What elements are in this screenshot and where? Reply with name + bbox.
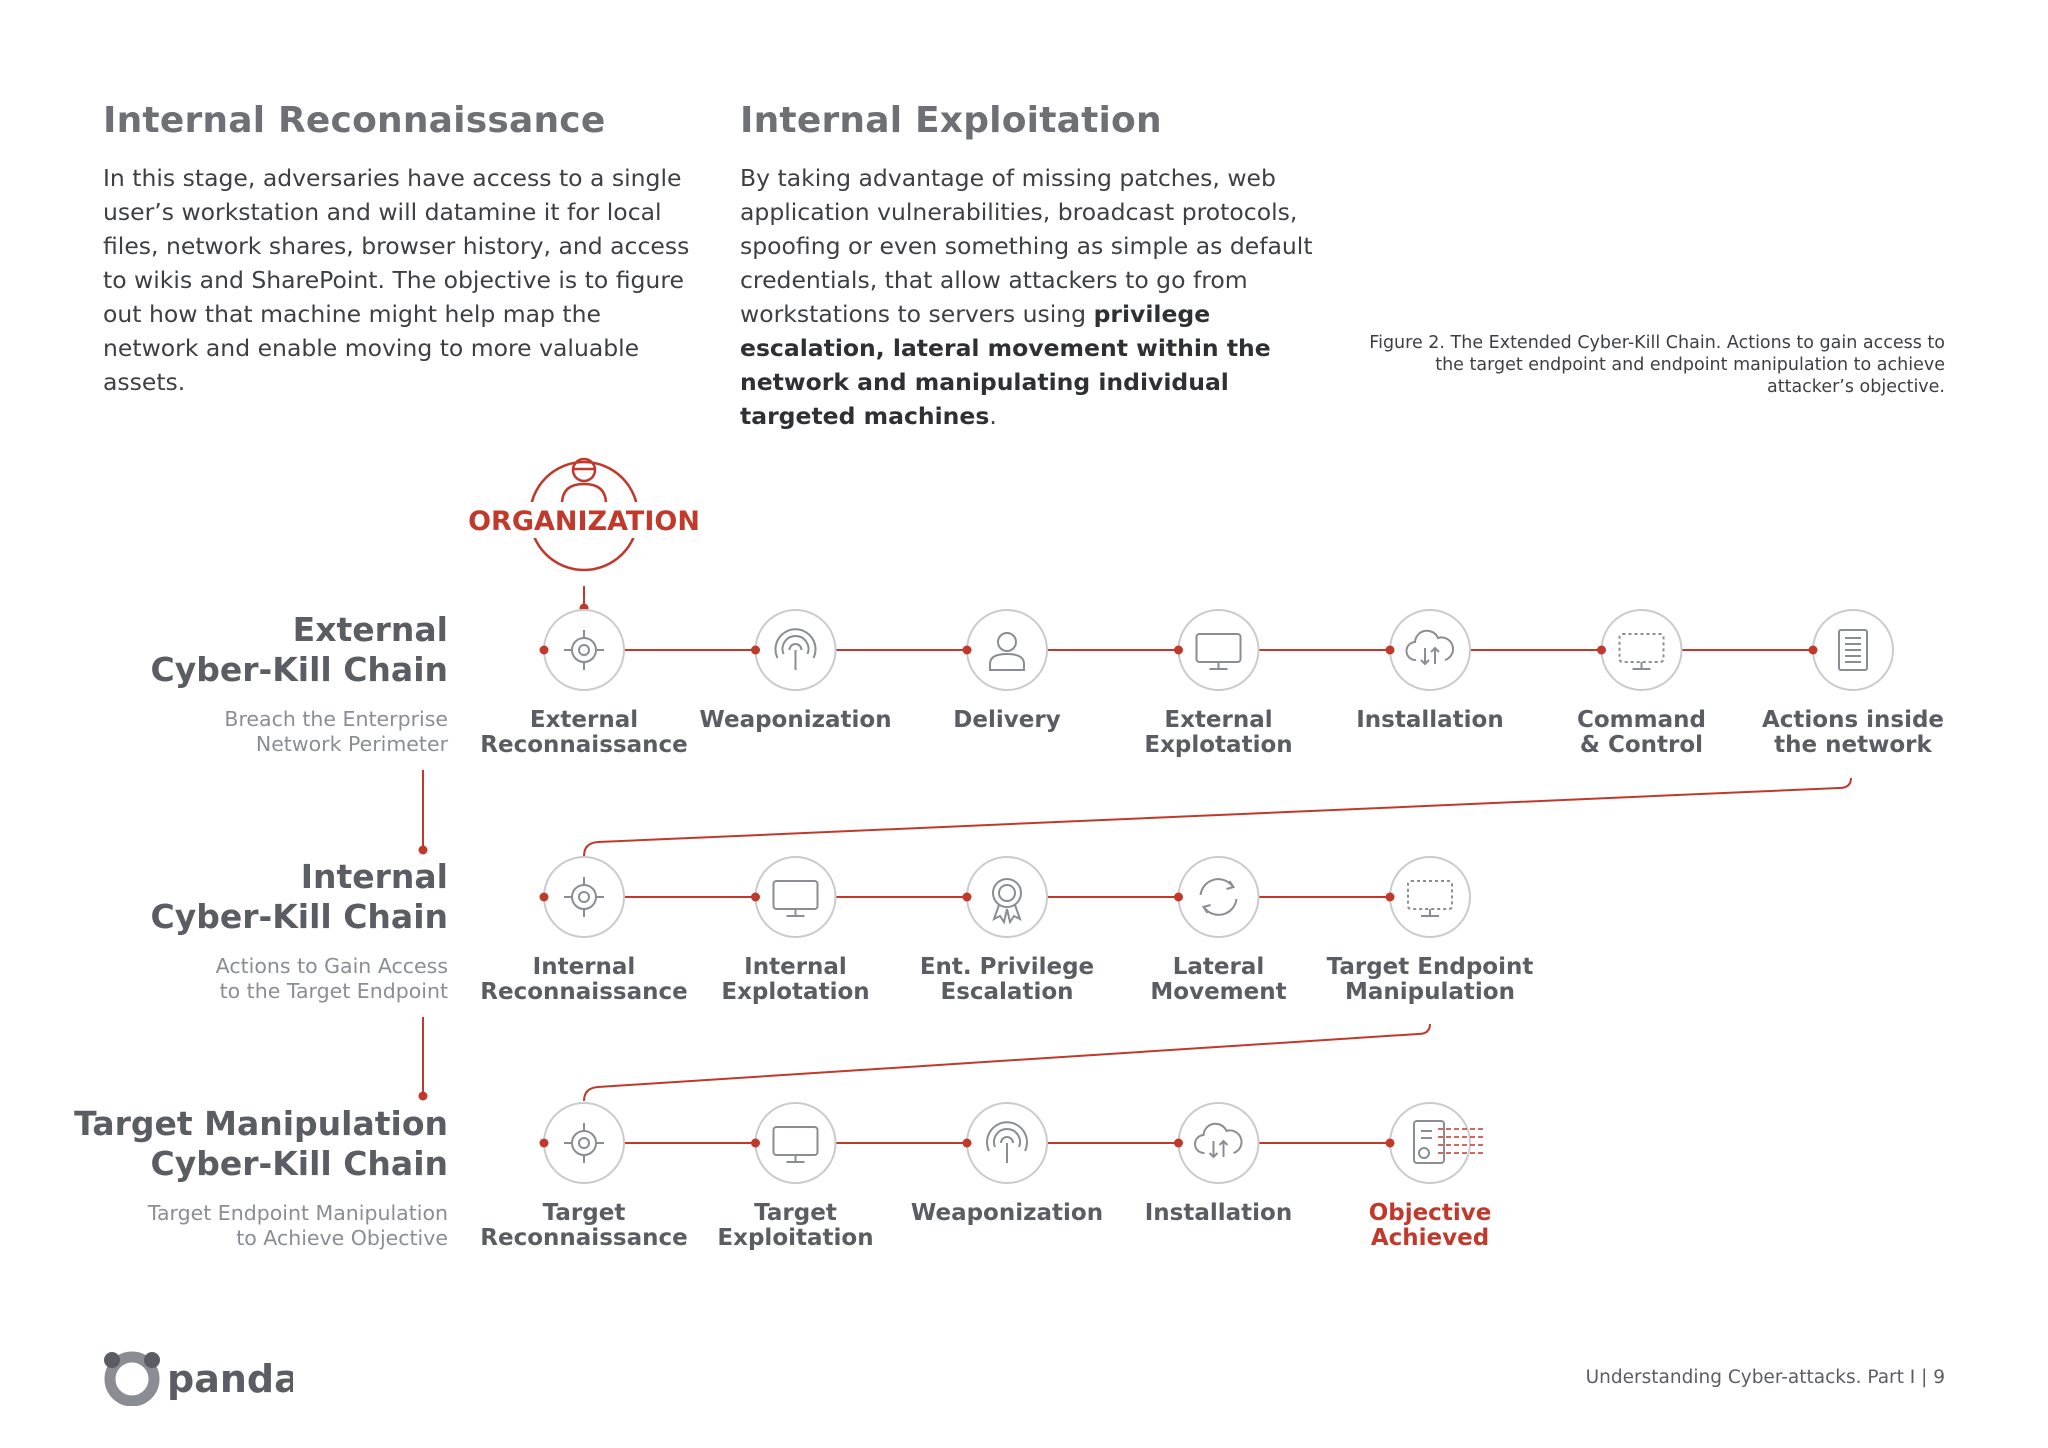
connector-dot xyxy=(1386,646,1395,655)
connector-dot xyxy=(1809,646,1818,655)
node-circle xyxy=(756,1103,836,1183)
connector-dot xyxy=(963,893,972,902)
row-title-external xyxy=(151,610,448,690)
chain-node xyxy=(1809,610,1894,690)
row1-to-row2-connector xyxy=(584,778,1851,856)
row-title-target-manipulation xyxy=(74,1104,448,1184)
chain-node xyxy=(963,1103,1048,1183)
node-label-line: Actions inside xyxy=(1761,707,1945,733)
subtitle-line: to the Target Endpoint xyxy=(219,979,448,1003)
nodes-layer xyxy=(540,610,1894,1183)
node-label-line: Manipulation xyxy=(1345,979,1515,1005)
chain-node xyxy=(1597,610,1682,690)
subtitle-line: Breach the Enterprise xyxy=(224,707,448,731)
node-label-line: Target Endpoint xyxy=(1326,954,1534,980)
chain-node xyxy=(1174,610,1259,690)
title-line: Target Manipulation xyxy=(74,1104,448,1143)
title-line: Cyber-Kill Chain xyxy=(150,897,448,936)
row-subtitle-internal xyxy=(216,954,448,1004)
node-label-line: External xyxy=(529,707,639,733)
connector-dot xyxy=(1174,646,1183,655)
node-circle xyxy=(1179,1103,1259,1183)
subtitle-line: Network Perimeter xyxy=(255,732,448,756)
connector-dot xyxy=(540,893,549,902)
node-label xyxy=(1522,708,1762,758)
title-line: Cyber-Kill Chain xyxy=(150,1144,448,1183)
connector-dot xyxy=(1386,893,1395,902)
node-label-line: External xyxy=(1164,707,1273,733)
logo-ear xyxy=(104,1352,120,1368)
node-label-line: Target xyxy=(754,1200,837,1226)
connector-dot xyxy=(1174,893,1183,902)
node-label-line: Movement xyxy=(1150,979,1287,1005)
node-circle xyxy=(1390,857,1470,937)
node-label-line: Ent. Privilege xyxy=(919,954,1095,980)
logo-text: panda xyxy=(167,1357,293,1401)
section-body: In this stage, adversaries have access to a single user’s workstation and will datamine it for local files, network shares, browser history, and access to wikis and SharePoint. The objective is to figure out how that machine might help map the network and enable moving to more valuable assets. xyxy=(103,164,690,396)
connector-dot xyxy=(751,646,760,655)
node-label-line: Objective xyxy=(1368,1200,1492,1226)
row2-to-row3-connector xyxy=(584,1024,1430,1101)
chain-node xyxy=(963,857,1048,937)
node-label xyxy=(1099,955,1339,1005)
node-label-line: Weaponization xyxy=(910,1200,1104,1226)
node-label-line: Delivery xyxy=(953,707,1061,733)
node-circle xyxy=(1179,610,1259,690)
node-label xyxy=(1310,708,1550,733)
connector-dot xyxy=(751,893,760,902)
chain-node xyxy=(540,1103,625,1183)
node-label xyxy=(676,708,916,733)
node-label-line: the network xyxy=(1774,732,1932,758)
node-label-line: Reconnaissance xyxy=(480,1225,688,1251)
node-label-line: Escalation xyxy=(940,979,1074,1005)
organization-label: ORGANIZATION xyxy=(468,506,700,537)
node-circle xyxy=(544,857,624,937)
node-label xyxy=(676,1201,916,1251)
subtitle-line: Target Endpoint Manipulation xyxy=(147,1201,448,1225)
row-subtitle-target-manipulation xyxy=(148,1201,448,1251)
chain-node xyxy=(540,610,625,690)
node-label-line: Target xyxy=(542,1200,626,1226)
title-line: Internal xyxy=(300,857,448,896)
chain-node xyxy=(963,610,1048,690)
node-label-line: Weaponization xyxy=(699,707,892,733)
node-label-line: Internal xyxy=(532,954,636,980)
figure-caption: Figure 2. The Extended Cyber-Kill Chain. Actions to gain access to the target endpoint and endpoint manipulation to achieve attacker’s objective. xyxy=(1369,333,1945,397)
node-label-line: & Control xyxy=(1579,732,1704,758)
panda-logo xyxy=(103,1350,293,1410)
chain-node xyxy=(1174,857,1259,937)
node-circle xyxy=(1602,610,1682,690)
connector-dot xyxy=(540,1139,549,1148)
node-label-line: Achieved xyxy=(1370,1225,1490,1251)
connector-dot xyxy=(963,1139,972,1148)
node-label-line: Reconnaissance xyxy=(480,979,688,1005)
page-footer: Understanding Cyber-attacks. Part I | 9 xyxy=(1585,1367,1945,1388)
node-label xyxy=(1310,1201,1550,1251)
node-label xyxy=(1310,955,1550,1005)
connector-dot xyxy=(540,646,549,655)
connector-dot xyxy=(419,1092,428,1101)
connector-dot xyxy=(1597,646,1606,655)
chain-node xyxy=(1386,857,1471,937)
node-label-line: Installation xyxy=(1144,1200,1293,1226)
node-label xyxy=(887,955,1127,1005)
organization-badge xyxy=(468,459,700,613)
row-subtitle-external xyxy=(224,707,448,757)
panda-logo-mark xyxy=(103,1350,293,1406)
section-title: Internal Reconnaissance xyxy=(103,100,606,141)
connector-dot xyxy=(963,646,972,655)
node-label-line: Exploitation xyxy=(717,1225,874,1251)
connector-dot xyxy=(751,1139,760,1148)
body-emphasis: privilege escalation, lateral movement within the network and manipulating individual targeted machines xyxy=(740,300,1271,430)
subtitle-line: Actions to Gain Access xyxy=(215,954,448,978)
connector-dot xyxy=(1386,1139,1395,1148)
chain-node xyxy=(751,1103,836,1183)
node-label xyxy=(1099,708,1339,758)
node-circle xyxy=(1390,610,1470,690)
node-label-line: Installation xyxy=(1356,707,1504,733)
subtitle-line: to Achieve Objective xyxy=(236,1226,448,1250)
title-line: External xyxy=(292,610,448,649)
logo-ear xyxy=(144,1352,160,1368)
chain-node xyxy=(751,610,836,690)
chain-node xyxy=(751,857,836,937)
body-end: . xyxy=(989,402,997,430)
node-label-line: Explotation xyxy=(721,979,870,1005)
node-label-line: Internal xyxy=(744,954,847,980)
node-label xyxy=(887,1201,1127,1226)
node-label-line: Reconnaissance xyxy=(480,732,688,758)
node-label xyxy=(676,955,916,1005)
node-label xyxy=(464,708,704,758)
chain-node xyxy=(1386,1103,1485,1183)
connector-dot xyxy=(1174,1139,1183,1148)
node-label-line: Explotation xyxy=(1144,732,1293,758)
chain-node xyxy=(1386,610,1471,690)
row-title-internal xyxy=(151,857,448,937)
node-label-line: Lateral xyxy=(1172,954,1265,980)
node-circle xyxy=(544,1103,624,1183)
connector-dot xyxy=(419,846,428,855)
node-label xyxy=(464,1201,704,1251)
body-text: By taking advantage of missing patches, web application vulnerabilities, broadcast protocols, spoofing or even something as simple as default credentials, that allow attackers to go from workstations to servers using xyxy=(740,164,1313,328)
chain-node xyxy=(540,857,625,937)
title-line: Cyber-Kill Chain xyxy=(150,650,448,689)
node-label xyxy=(464,955,704,1005)
chain-node xyxy=(1174,1103,1259,1183)
node-circle xyxy=(967,857,1047,937)
node-circle xyxy=(756,857,836,937)
node-label xyxy=(1099,1201,1339,1226)
section-title: Internal Exploitation xyxy=(740,100,1162,141)
node-label xyxy=(1733,708,1973,758)
node-label xyxy=(887,708,1127,733)
node-circle xyxy=(1179,857,1259,937)
node-circle xyxy=(544,610,624,690)
node-label-line: Command xyxy=(1577,707,1706,733)
node-circle xyxy=(1390,1103,1470,1183)
